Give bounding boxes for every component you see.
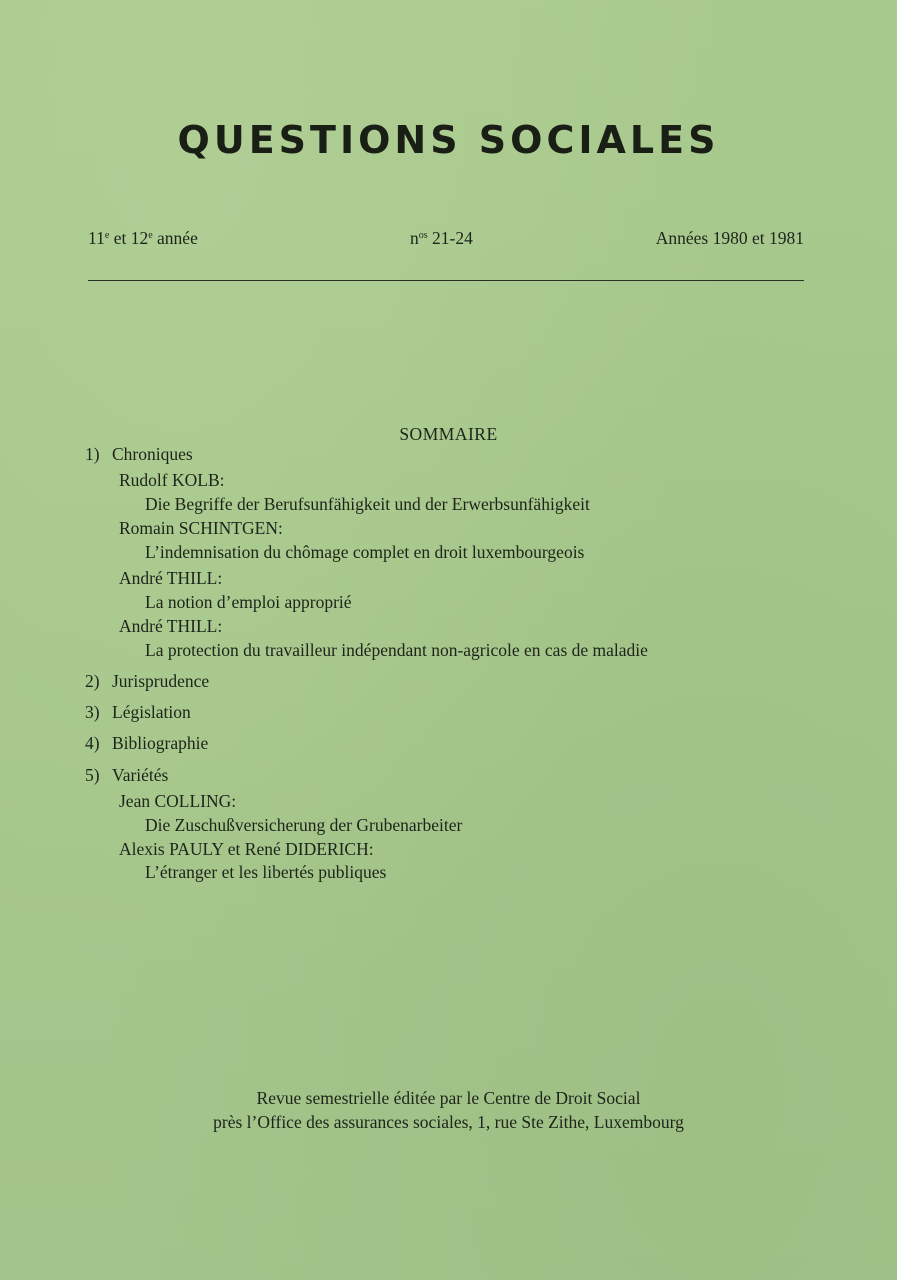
sommaire-heading: SOMMAIRE (399, 424, 498, 444)
section-number: 2) (85, 671, 100, 691)
issue-years: Années 1980 et 1981 (655, 228, 804, 248)
toc-author: Rudolf KOLB: (119, 470, 225, 490)
publisher-line-2: près l’Office des assurances sociales, 1, rue Ste Zithe, Luxembourg (213, 1112, 684, 1132)
header-divider (88, 280, 804, 281)
section-label: Variétés (112, 765, 169, 785)
publisher-footer (0, 1086, 897, 1134)
section-number: 5) (85, 765, 100, 785)
publisher-line-1: Revue semestrielle éditée par le Centre de Droit Social (256, 1088, 641, 1108)
section-label: Législation (112, 702, 191, 722)
journal-title: QUESTIONS SOCIALES (177, 118, 720, 162)
toc-article: La protection du travailleur indépendant non-agricole en cas de maladie (145, 640, 648, 660)
section-label: Bibliographie (112, 733, 209, 753)
section-number: 1) (85, 444, 100, 464)
toc-article: La notion d’emploi approprié (145, 592, 352, 612)
toc-article: L’indemnisation du chômage complet en droit luxembourgeois (145, 542, 585, 562)
toc-author: André THILL: (119, 616, 223, 636)
toc-author: Romain SCHINTGEN: (119, 518, 283, 538)
section-number: 3) (85, 702, 100, 722)
issue-volume: 11e et 12e année (88, 228, 198, 248)
issue-info-row (88, 228, 804, 252)
toc-article: L’étranger et les libertés publiques (145, 862, 387, 882)
section-label: Jurisprudence (112, 671, 210, 691)
toc-article: Die Zuschußversicherung der Grubenarbeiter (145, 815, 463, 835)
section-number: 4) (85, 733, 100, 753)
toc-author: Alexis PAULY et René DIDERICH: (119, 839, 374, 859)
toc-article: Die Begriffe der Berufsunfähigkeit und der Erwerbsunfähigkeit (145, 494, 590, 514)
toc-author: Jean COLLING: (119, 791, 237, 811)
toc-author: André THILL: (119, 568, 223, 588)
issue-number: $n^{os}$ 21-24 (410, 228, 473, 248)
section-label: Chroniques (112, 444, 193, 464)
